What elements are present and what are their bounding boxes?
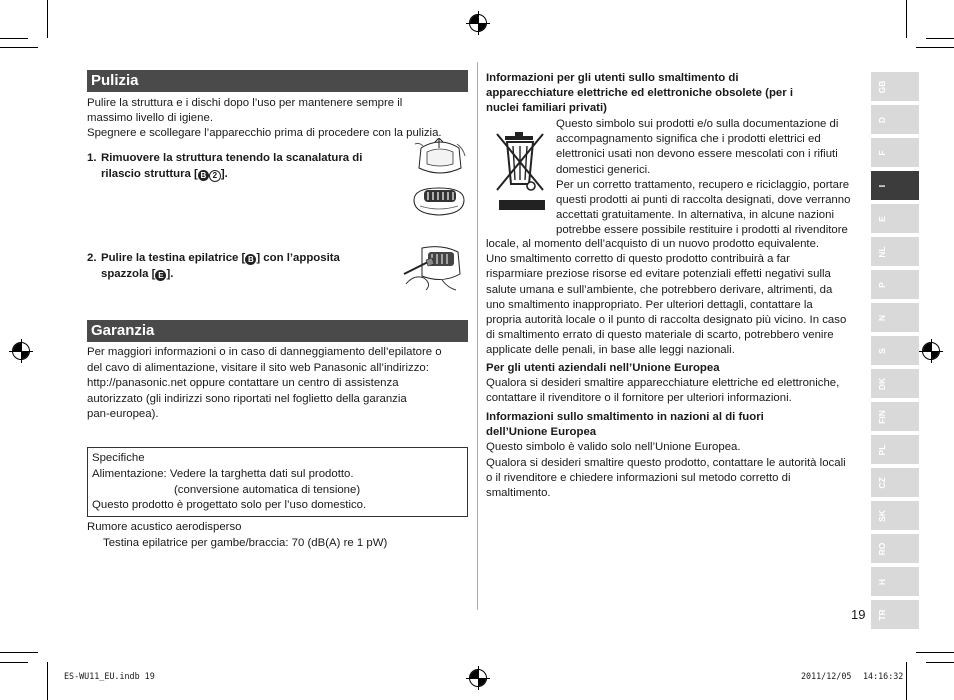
crop-mark (0, 652, 38, 653)
tab-label: E (877, 215, 887, 222)
disposal-line: risparmiare preziose risorse ed evitare potenziali effetti negativi sulla (486, 268, 831, 281)
disposal-line: locale, al momento dell’acquisto di un nuovo prodotto equivalente. (486, 238, 820, 250)
garanzia-line: autorizzato (gli indirizzi sono riportati nel foglietto della garanzia (87, 392, 407, 405)
disposal-line: propria autorità locale o il punto di raccolta designato più vicino. In caso (486, 314, 847, 327)
section-title-garanzia: Garanzia (87, 320, 468, 342)
garanzia-line: Per maggiori informazioni o in caso di danneggiamento dell’epilatore o (87, 346, 442, 358)
noise-label: Rumore acustico aerodisperso (87, 521, 242, 533)
language-tab-n[interactable] (871, 303, 919, 332)
tab-label: P (877, 281, 887, 288)
crop-mark (47, 0, 48, 38)
pulizia-step-1 (87, 151, 407, 182)
disposal-line: accompagnamento significa che i prodotti elettrici ed (556, 133, 821, 146)
step-text: Pulire la testina epilatrice [ (101, 252, 246, 264)
pulizia-intro-line: Spegnere e scollegare l’apparecchio prima di procedere con la pulizia. (87, 127, 442, 140)
noise-value: Testina epilatrice per gambe/braccia: 70 (dB(A) re 1 pW) (103, 536, 388, 549)
tab-label: N (877, 314, 887, 321)
non-eu-line: smaltimento. (486, 487, 551, 500)
tab-label: FIN (877, 409, 887, 424)
disposal-line: Questo simbolo sui prodotti e/o sulla documentazione di (556, 118, 839, 130)
step-number: 1. (87, 152, 97, 164)
step-text: spazzola [ (101, 267, 156, 280)
language-tab-dk[interactable] (871, 369, 919, 398)
registration-mark-icon (12, 342, 30, 360)
business-section (486, 361, 868, 407)
language-tab-cz[interactable] (871, 468, 919, 497)
step-number: 2. (87, 252, 97, 264)
crop-mark (906, 662, 907, 700)
illustration-remove-frame (413, 138, 468, 180)
disposal-line: applicate delle penali, in base alle leggi nazionali. (486, 344, 735, 357)
spec-domestic: Questo prodotto è progettato solo per l’uso domestico. (92, 499, 367, 512)
disposal-line: domestici generici. (556, 163, 651, 176)
tab-label: I (877, 184, 887, 187)
column-divider (477, 62, 478, 610)
crop-mark (0, 47, 38, 48)
garanzia-line: http://panasonic.net oppure contattare un centro di assistenza (87, 377, 399, 389)
tab-label: CZ (877, 476, 887, 489)
disposal-line: Uno smaltimento corretto di questo prodotto contribuirà a far (486, 253, 790, 266)
page-number: 19 (851, 607, 866, 622)
non-eu-line: o il rivenditore e chiedere informazioni sul metodo corretto di (486, 471, 791, 484)
language-tab-nl[interactable] (871, 237, 919, 266)
crop-mark (906, 0, 907, 38)
pulizia-intro-line: massimo livello di igiene. (87, 112, 213, 125)
disposal-heading-line: apparecchiature elettriche ed elettroniche obsolete (per i (486, 87, 794, 100)
tab-label: D (877, 116, 887, 123)
language-tab-fin[interactable] (871, 402, 919, 431)
footer-file: ES-WU11_EU.indb 19 (64, 671, 155, 681)
step-text-line1 (101, 251, 407, 267)
footer-time: 14:16:32 (863, 671, 904, 681)
crop-mark (0, 38, 28, 39)
step-text: Rimuovere la struttura tenendo la scanalatura di (101, 152, 363, 164)
language-tab-f[interactable] (871, 138, 919, 167)
noise-spec (87, 520, 472, 552)
ref-letter-badge: E (155, 270, 166, 281)
disposal-heading (486, 71, 866, 117)
language-tab-h[interactable] (871, 567, 919, 596)
ref-letter-badge: B (245, 254, 256, 265)
language-tab-sk[interactable] (871, 501, 919, 530)
disposal-narrow-text (556, 117, 868, 239)
non-eu-line: Questo simbolo è valido solo nell’Unione Europea. (486, 441, 741, 454)
disposal-line: questi prodotti ai punti di raccolta designati, dove verranno (556, 194, 851, 207)
non-eu-heading: dell’Unione Europea (486, 426, 597, 439)
tab-label: S (877, 347, 887, 354)
disposal-line: salute umana e sull’ambiente, che potrebbero derivare, altrimenti, da (486, 283, 833, 296)
registration-mark-icon (469, 14, 487, 32)
registration-mark-icon (922, 342, 940, 360)
tab-label: NL (877, 245, 887, 258)
tab-label: F (877, 149, 887, 156)
crop-mark (0, 662, 28, 663)
language-tab-i[interactable] (871, 171, 919, 200)
pulizia-step-2 (87, 251, 407, 282)
disposal-line: potrebbe essere possibile restituire i prodotti al rivenditore (556, 224, 848, 237)
language-tab-d[interactable] (871, 105, 919, 134)
step-text-line2 (101, 167, 407, 183)
language-tab-s[interactable] (871, 336, 919, 365)
illustration-brush-cleaning (402, 244, 466, 292)
crop-mark (926, 38, 954, 39)
disposal-heading-line: nuclei familiari privati) (486, 102, 607, 115)
language-tab-ro[interactable] (871, 534, 919, 563)
pulizia-intro-line: Pulire la struttura e i dischi dopo l’uso per mantenere sempre il (87, 97, 403, 109)
step-text: ]. (220, 167, 228, 180)
tab-label: SK (877, 509, 887, 522)
crop-mark (47, 662, 48, 700)
registration-mark-icon (469, 669, 487, 687)
step-text: ]. (166, 267, 174, 280)
tab-label: DK (877, 377, 887, 390)
footer-date: 2011/12/05 (801, 671, 852, 681)
non-eu-heading: Informazioni sullo smaltimento in nazioni al di fuori (486, 411, 764, 423)
business-line: Qualora si desideri smaltire apparecchiature elettriche ed elettroniche, (486, 377, 840, 390)
illustration-epilator-head (410, 184, 468, 218)
garanzia-text (87, 345, 472, 423)
tab-label: PL (877, 444, 887, 455)
tab-label: GB (877, 80, 887, 93)
business-heading: Per gli utenti aziendali nell’Unione Europea (486, 362, 720, 374)
step-text: rilascio struttura [ (101, 167, 198, 180)
disposal-line: di smaltimento errato di questo materiale di scarto, potrebbero venire (486, 329, 834, 342)
disposal-heading-line: Informazioni per gli utenti sullo smaltimento di (486, 72, 739, 84)
spec-power-value: Vedere la targhetta dati sul prodotto. (169, 467, 354, 480)
pulizia-intro (87, 96, 472, 142)
crop-mark (916, 652, 954, 653)
tab-label: RO (877, 542, 887, 555)
non-eu-section (486, 410, 868, 501)
disposal-line: uno smaltimento inappropriato. Per ulteriori dettagli, contattare la (486, 298, 813, 311)
ref-number-badge: 2 (209, 170, 221, 182)
crossed-out-bin-icon (493, 126, 551, 214)
language-tab-p[interactable] (871, 270, 919, 299)
disposal-line: Per un corretto trattamento, recupero e riciclaggio, portare (556, 178, 850, 191)
spec-power-label: Alimentazione: (92, 467, 167, 480)
step-text-line2 (101, 267, 407, 283)
language-tab-pl[interactable] (871, 435, 919, 464)
disposal-line: accettati gratuitamente. In alternativa, in alcune nazioni (556, 209, 834, 222)
business-line: contattare il rivenditore o il fornitore per ulteriori informazioni. (486, 392, 792, 405)
tab-label: H (877, 578, 887, 585)
non-eu-line: Qualora si desideri smaltire questo prodotto, contattare le autorità locali (486, 456, 846, 469)
garanzia-line: pan-europea). (87, 408, 159, 420)
ref-letter-badge: B (198, 170, 209, 181)
spec-heading: Specifiche (92, 452, 145, 464)
tab-label: TR (877, 608, 887, 621)
language-tab-e[interactable] (871, 204, 919, 233)
spec-power-row (92, 467, 463, 483)
disposal-wide-text (486, 237, 868, 359)
garanzia-line: del cavo di alimentazione, visitare il sito web Panasonic all’indirizzo: (87, 361, 429, 374)
step-text: ] con l’apposita (256, 252, 340, 264)
spec-power-note: (conversione automatica di tensione) (174, 483, 361, 496)
language-tab-tr[interactable] (871, 600, 919, 629)
section-title-pulizia: Pulizia (87, 70, 468, 92)
specifications-box (87, 447, 468, 517)
disposal-line: elettronici usati non devono essere mescolati con i rifiuti (556, 148, 838, 161)
crop-mark (926, 662, 954, 663)
language-tab-gb[interactable] (871, 72, 919, 101)
crop-mark (916, 47, 954, 48)
